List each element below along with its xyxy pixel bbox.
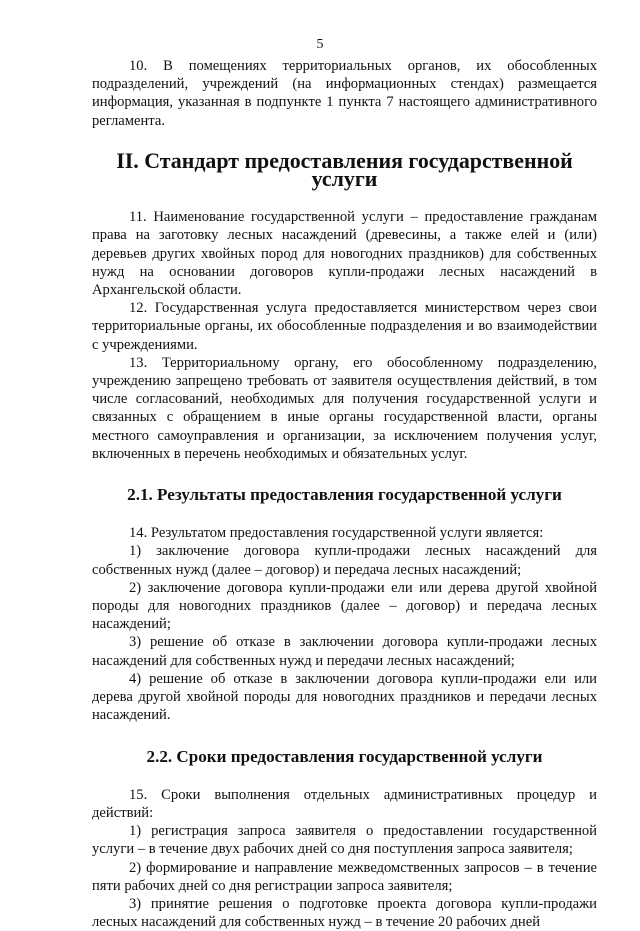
section-heading-standard: II. Стандарт предоставления государственной услуги (116, 147, 573, 192)
list-item-result-3: 3) решение об отказе в заключении договора купли-продажи лесных насаждений для собственных нужд и передачи лесных насаждений; (92, 634, 597, 669)
list-item-term-1: 1) регистрация запроса заявителя о предоставлении государственной услуги – в течение двух рабочих дней со дня поступления запроса заявителя; (92, 823, 597, 858)
paragraph-14: 14. Результатом предоставления государственной услуги является: (129, 525, 544, 542)
list-item-result-1: 1) заключение договора купли-продажи лесных насаждений для собственных нужд (далее – договор) и передача лесных насаждений; (92, 543, 597, 578)
section-heading-results: 2.1. Результаты предоставления государственной услуги (127, 485, 562, 505)
list-item-result-2: 2) заключение договора купли-продажи ели или дерева другой хвойной породы для новогодних праздников (далее – договор) и передача лесных насаждений; (92, 579, 597, 633)
paragraph-13: 13. Территориальному органу, его обособленному подразделению, учреждению запрещено требовать от заявителя осуществления действий, в том числе согласований, необходимых для получения государственной услуги и связанных с обращением в иные органы государственной власти, органы местного самоуправления и организации, за исключением получения услуг, включенных в перечень необходимых и обязательных услуг. (92, 354, 597, 462)
page-number: 5 (316, 37, 324, 52)
paragraph-11: 11. Наименование государственной услуги – предоставление гражданам права на заготовку лесных насаждений (древесины, а также елей и (или) деревьев других хвойных пород для новогодних праздников) для собственных нужд на основании договоров купли-продажи лесных насаждений в Архангельской области. (92, 209, 597, 299)
paragraph-15: 15. Сроки выполнения отдельных административных процедур и действий: (92, 786, 597, 821)
section-heading-terms: 2.2. Сроки предоставления государственной услуги (146, 746, 543, 766)
paragraph-10: 10. В помещениях территориальных органов, их обособленных подразделений, учреждений (на информационных стендах) размещается информация, указанная в подпункте 1 пункта 7 настоящего административного регламента. (92, 58, 597, 129)
document-body (92, 57, 597, 931)
paragraph-12: 12. Государственная услуга предоставляется министерством через свои территориальные органы, их обособленные подразделения и во взаимодействии с учреждениями. (92, 300, 597, 353)
list-item-term-2: 2) формирование и направление межведомственных запросов – в течение пяти рабочих дней со дня регистрации запроса заявителя; (92, 859, 597, 894)
list-item-result-4: 4) решение об отказе в заключении договора купли-продажи ели или дерева другой хвойной породы для новогодних праздников и передачи лесных насаждений. (92, 670, 597, 724)
list-item-term-3: 3) принятие решения о подготовке проекта договора купли-продажи лесных насаждений для собственных нужд – в течение 20 рабочих дней (92, 895, 597, 931)
